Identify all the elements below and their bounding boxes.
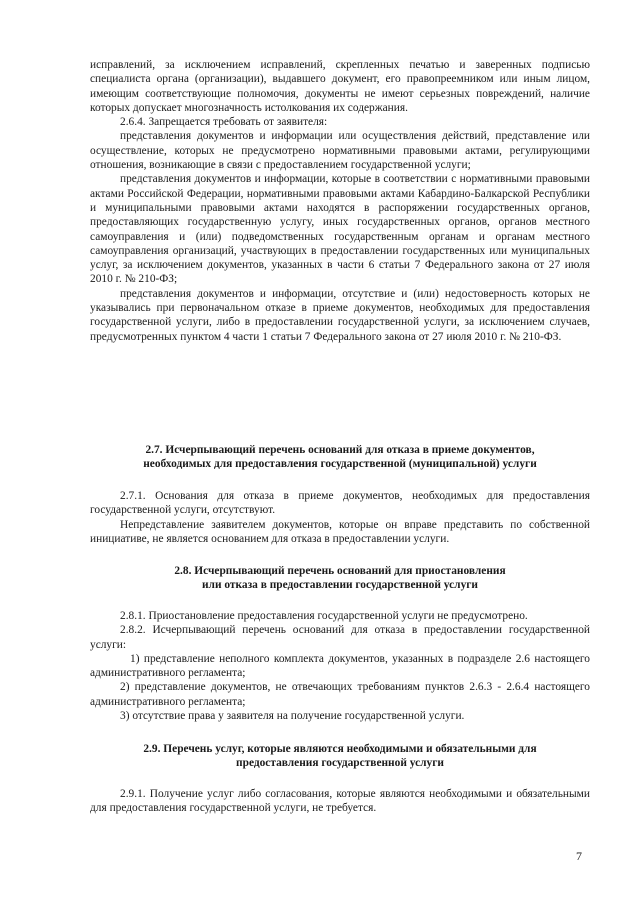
- section-2-6-continuation: [90, 58, 590, 344]
- page-number: 7: [576, 849, 582, 863]
- list-item: 2) представление документов, не отвечающих требованиям пунктов 2.6.3 - 2.6.4 настоящего административного регламента;: [90, 681, 590, 708]
- paragraph: представления документов и информации или осуществления действий, представление или осуществление, которых не предусмотрено нормативными правовыми актами, регулирующими отношения, возникающие в связи с предоставлением государственной услуги;: [90, 130, 590, 172]
- heading-line: или отказа в предоставлении государственной услуги: [201, 579, 478, 592]
- heading-line: необходимых для предоставления государственной (муниципальной) услуги: [143, 458, 537, 471]
- paragraph-2-8-1: 2.8.1. Приостановление предоставления государственной услуги не предусмотрено.: [120, 610, 528, 622]
- paragraph-2-8-2: 2.8.2. Исчерпывающий перечень оснований для отказа в предоставлении государственной услуги:: [90, 624, 590, 651]
- heading-2-8: [100, 564, 580, 593]
- paragraph-2-9-1: 2.9.1. Получение услуг либо согласования, которые являются необходимыми и обязательными для предоставления государственной услуги, не требуется.: [90, 788, 590, 815]
- section-2-8-body: [90, 609, 590, 723]
- paragraph-2-6-4: 2.6.4. Запрещается требовать от заявителя:: [120, 116, 328, 129]
- list-item: 3) отсутствие права у заявителя на получение государственной услуги.: [120, 710, 465, 723]
- section-2-7-body: [90, 489, 590, 546]
- heading-line: 2.8. Исчерпывающий перечень оснований для приостановления: [174, 565, 506, 577]
- heading-line: 2.9. Перечень услуг, которые являются необходимыми и обязательными для: [143, 743, 537, 755]
- heading-2-7: [100, 443, 580, 472]
- list-item: 1) представление неполного комплекта документов, указанных в подразделе 2.6 настоящего административного регламента;: [90, 652, 590, 680]
- paragraph: представления документов и информации, отсутствие и (или) недостоверность которых не указывались при первоначальном отказе в приеме документов, необходимых для предоставления государственной услуги, либо в предоставлении государственной услуги, за исключением случаев, предусмотренных пунктом 4 части 1 статьи 7 Федерального закона от 27 июля 2010 г. № 210-ФЗ.: [90, 287, 590, 343]
- heading-2-9: [100, 742, 580, 771]
- paragraph: Непредставление заявителем документов, которые он вправе представить по собственной инициативе, не является основанием для отказа в предоставлении услуги.: [90, 518, 590, 545]
- paragraph: представления документов и информации, которые в соответствии с нормативными правовыми актами Российской Федерации, нормативными правовыми актами Кабардино-Балкарской Республики и муниципальными правовыми актами находятся в распоряжении государственных органов, предоставляющих государственную услугу, иных государственных органов, органов местного самоуправления и (или) подведомственных государственным органам и органам местного самоуправления организаций, участвующих в предоставлении государственных или муниципальных услуг, за исключением документов, указанных в части 6 статьи 7 Федерального закона от 27 июля 2010 г. № 210-ФЗ;: [90, 173, 590, 286]
- section-2-9-body: [90, 787, 590, 816]
- heading-line: 2.7. Исчерпывающий перечень оснований для отказа в приеме документов,: [145, 444, 535, 456]
- paragraph: исправлений, за исключением исправлений, скрепленных печатью и заверенных подписью специалиста органа (организации), выдавшего документ, его правопреемником или иным лицом, имеющим соответствующие полномочия, документы не имеют серьезных повреждений, наличие которых допускает многозначность истолкования их содержания.: [90, 59, 590, 114]
- heading-line: предоставления государственной услуги: [236, 757, 444, 770]
- paragraph-2-7-1: 2.7.1. Основания для отказа в приеме документов, необходимых для предоставления государственной услуги, отсутствуют.: [90, 490, 590, 517]
